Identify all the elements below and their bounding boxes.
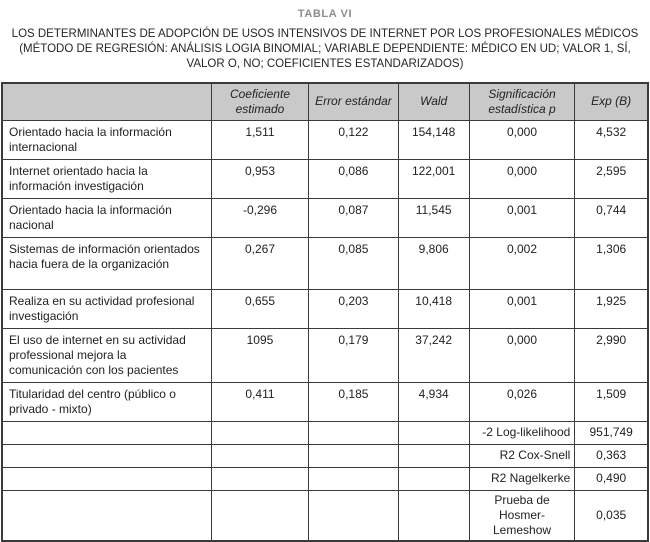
footer-label: R2 Cox-Snell <box>469 444 575 467</box>
footer-label: Prueba de Hosmer-Lemeshow <box>469 490 575 541</box>
footer-label: R2 Nagelkerke <box>469 467 575 490</box>
empty-cell <box>2 467 211 490</box>
exp-cell: 4,532 <box>575 120 648 159</box>
exp-cell: 1,509 <box>575 382 648 421</box>
header-cell-exp: Exp (B) <box>575 83 648 121</box>
footer-value: 0,363 <box>575 444 648 467</box>
row-label: Titularidad del centro (público o privado - mixto) <box>2 382 211 421</box>
sig-cell: 0,001 <box>469 198 575 237</box>
wald-cell: 10,418 <box>398 289 469 328</box>
coef-cell: 0,655 <box>211 289 309 328</box>
row-label: El uso de internet en su actividad professional mejora la comunicación con los pacientes <box>2 328 211 382</box>
error-cell: 0,085 <box>309 237 398 289</box>
results-table <box>1 82 649 542</box>
sig-cell: 0,026 <box>469 382 575 421</box>
empty-cell <box>211 421 309 444</box>
table-row <box>2 159 648 198</box>
header-cell-significacion: Significación estadística p <box>469 83 575 121</box>
row-label: Orientado hacia la información nacional <box>2 198 211 237</box>
sig-cell: 0,000 <box>469 159 575 198</box>
table-row <box>2 328 648 382</box>
empty-cell <box>309 467 398 490</box>
wald-cell: 37,242 <box>398 328 469 382</box>
empty-cell <box>398 444 469 467</box>
error-cell: 0,185 <box>309 382 398 421</box>
table-row <box>2 120 648 159</box>
header-cell-coeficiente: Coeficiente estimado <box>211 83 309 121</box>
error-cell: 0,122 <box>309 120 398 159</box>
table-row <box>2 198 648 237</box>
wald-cell: 11,545 <box>398 198 469 237</box>
header-cell-empty <box>2 83 211 121</box>
empty-cell <box>2 444 211 467</box>
error-cell: 0,087 <box>309 198 398 237</box>
empty-cell <box>398 467 469 490</box>
table-label: TABLA VI <box>297 8 353 20</box>
table-row <box>2 237 648 289</box>
empty-cell <box>211 467 309 490</box>
empty-cell <box>309 444 398 467</box>
footer-row <box>2 490 648 541</box>
empty-cell <box>211 490 309 541</box>
header-cell-wald: Wald <box>398 83 469 121</box>
exp-cell: 1,925 <box>575 289 648 328</box>
wald-cell: 4,934 <box>398 382 469 421</box>
coef-cell: 0,267 <box>211 237 309 289</box>
exp-cell: 2,990 <box>575 328 648 382</box>
row-label: Realiza en su actividad profesional investigación <box>2 289 211 328</box>
empty-cell <box>2 421 211 444</box>
table-row <box>2 289 648 328</box>
coef-cell: 1095 <box>211 328 309 382</box>
empty-cell <box>309 421 398 444</box>
coef-cell: -0,296 <box>211 198 309 237</box>
footer-row <box>2 444 648 467</box>
exp-cell: 2,595 <box>575 159 648 198</box>
error-cell: 0,086 <box>309 159 398 198</box>
table-title: LOS DETERMINANTES DE ADOPCIÓN DE USOS INTENSIVOS DE INTERNET POR LOS PROFESIONALES MÉDICOS (MÉTODO DE REGRESIÓN: ANÁLISIS LOGIA BINOMIAL; VARIABLE DEPENDIENTE: MÉDICO EN UD; VALOR 1, SÍ, VALOR O, NO; COEFICIENTES ESTANDARIZADOS) <box>11 28 639 71</box>
row-label: Sistemas de información orientados hacia fuera de la organización <box>2 237 211 289</box>
coef-cell: 0,953 <box>211 159 309 198</box>
coef-cell: 1,511 <box>211 120 309 159</box>
empty-cell <box>211 444 309 467</box>
sig-cell: 0,002 <box>469 237 575 289</box>
footer-value: 0,490 <box>575 467 648 490</box>
footer-row <box>2 421 648 444</box>
sig-cell: 0,000 <box>469 328 575 382</box>
coef-cell: 0,411 <box>211 382 309 421</box>
wald-cell: 154,148 <box>398 120 469 159</box>
wald-cell: 9,806 <box>398 237 469 289</box>
header-row <box>2 83 648 121</box>
sig-cell: 0,001 <box>469 289 575 328</box>
row-label: Orientado hacia la información internacional <box>2 120 211 159</box>
header-cell-error: Error estándar <box>309 83 398 121</box>
wald-cell: 122,001 <box>398 159 469 198</box>
row-label: Internet orientado hacia la información investigación <box>2 159 211 198</box>
empty-cell <box>309 490 398 541</box>
empty-cell <box>398 421 469 444</box>
empty-cell <box>2 490 211 541</box>
empty-cell <box>398 490 469 541</box>
table-row <box>2 382 648 421</box>
footer-label: -2 Log-likelihood <box>469 421 575 444</box>
sig-cell: 0,000 <box>469 120 575 159</box>
exp-cell: 0,744 <box>575 198 648 237</box>
error-cell: 0,203 <box>309 289 398 328</box>
footer-value: 0,035 <box>575 490 648 541</box>
footer-row <box>2 467 648 490</box>
exp-cell: 1,306 <box>575 237 648 289</box>
footer-value: 951,749 <box>575 421 648 444</box>
error-cell: 0,179 <box>309 328 398 382</box>
